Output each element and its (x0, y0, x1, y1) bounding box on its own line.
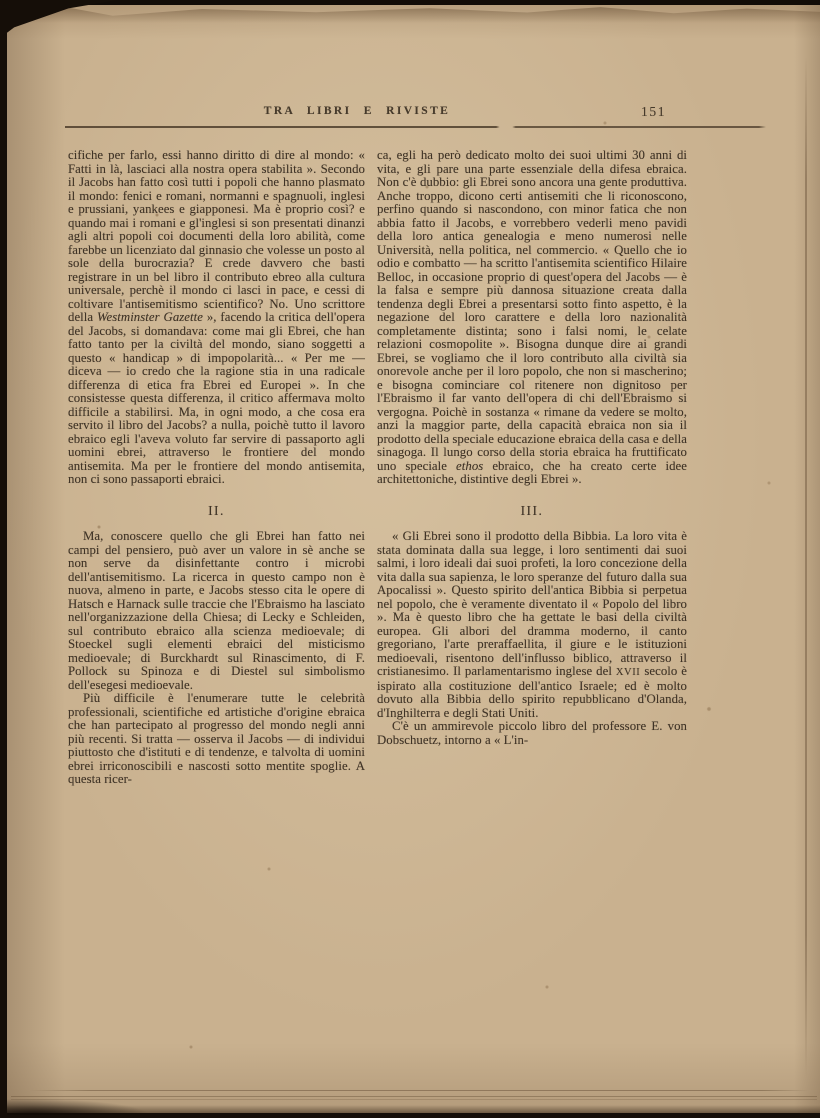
paragraph-text: cifiche per farlo, essi hanno diritto di dire al mondo: « Fatti in là, lasciaci alla nostra opera stabilita ». Secondo il Jacobs han fatto così tutti i popoli che hanno plasmato il mondo: fenici e romani, normanni e spagnuoli, inglesi e prussiani, yankees e giapponesi. Ma è proprio così? e quando mai i romani e gl'inglesi si son presentati dinanzi agli altri popoli coi documenti della loro abilità, come farebbe un licenziato dal ginnasio che volesse un posto al sole della burocrazia? E crede davvero che basti registrare in un bel libro il contributo ebreo alla cultura universale, perchè il mondo ci lasci in pace, e cessi di coltivare l'antisemitismo scientifico? No. Uno scrittore della (68, 148, 365, 324)
century-smallcaps: XVII (615, 667, 641, 678)
paragraph-right-continuation (377, 149, 687, 487)
paper-sheet (7, 5, 820, 1113)
left-column (68, 149, 365, 787)
ethos-italic: ethos (456, 458, 484, 473)
paragraph-right-3: C'è un ammirevole piccolo libro del professore E. von Dobschuetz, intorno a « L'in- (377, 719, 687, 747)
paragraph-left-continuation (68, 149, 365, 487)
paper-deckle-edge (7, 5, 820, 23)
paragraph-left-2: Ma, conoscere quello che gli Ebrei han fatto nei campi del pensiero, può aver un valore in sè anche se non serve da disinfettante contro i microbi dell'antisemitismo. La ricerca in questo campo non è nuova, almeno in parte, e Jacobs stesso cita le opere di Hatsch e Harnack sulle traccie che l'Ebraismo ha lasciato nell'organizzazione della Chiesa; di Lecky e Schleiden, sul contributo ebraico alla scienza medioevale; di Stoeckel sugli elementi ebraici del misticismo medioevale; di Burckhardt sul Rinascimento, di F. Pollock su Spinoza e di Diestel sul simbolismo dell'esegesi medioevale. (68, 529, 365, 692)
paragraph-left-3: Più difficile è l'enumerare tutte le celebrità professionali, scientifiche ed artistiche d'origine ebraica che han partecipato al progresso del mondo negli anni più recenti. Si tratta — osserva il Jacobs — di individui piuttosto che d'istituti e di tendenze, e talvolta di uomini ebrei irriconoscibili e nascosti sotto mentite spoglie. A questa ricer- (68, 691, 365, 786)
running-header-title: TRA LIBRI E RIVISTE (263, 105, 451, 117)
paragraph-text: », facendo la critica dell'opera del Jacobs, si domandava: come mai gli Ebrei, che han fatto tanto per la civiltà del mondo, siano soggetti a questo « handicap » di impopolarità... « Per me — diceva — io credo che la ragione stia in una radicale differenza di etica fra Ebrei ed Europei ». In che consistesse questa differenza, il critico affermava molto difficile a stabilirsi. Ma, in ogni modo, a che cosa era servito il libro del Jacobs? a nulla, poichè tutto il lavoro ebraico egli l'aveva voluto far servire di passaporto agli uomini ebrei, attraverso le frontiere del mondo antisemita. Ma per le frontiere del mondo antisemita, non ci sono passaporti ebraici. (68, 310, 365, 486)
section-heading-ii: II. (208, 502, 225, 518)
paragraph-text: ebraico, che ha creato certe idee architettoniche, distintive degli Ebrei ». (377, 458, 688, 486)
paragraph-right-2 (377, 530, 687, 720)
bottom-left-dark-stain (7, 1099, 147, 1115)
paragraph-text: « Gli Ebrei sono il prodotto della Bibbia. La loro vita è stata dominata dalla sua legge, i loro sentimenti dai suoi salmi, i loro ideali dai suoi profeti, la loro concezione della vita dalla sua sapienza, le loro speranze del futuro dalla sua Apocalissi ». Questo spirito dell'antica Bibbia si perpetua nel popolo, che è veramente diventato il « Popolo del libro ». Ma è questo libro che ha gettate le basi della civiltà europea. Gli albori del dramma moderno, il canto gregoriano, l'arte preraffaellita, il giure e le istituzioni medioevali, risentono dell'influsso biblico, attraverso il cristianesimo. Il parlamentarismo inglese del (377, 529, 687, 678)
page-number: 151 (641, 104, 667, 119)
paragraph-text: ca, egli ha però dedicato molto dei suoi ultimi 30 anni di vita, e gli pare una parte essenziale della difesa ebraica. Non c'è dubbio: gli Ebrei sono ancora una gente produttiva. Anche troppo, dicono certi antisemiti che li riconoscono, perfino quando si nascondono, con minor fatica che non abbia fatto il Jacobs, e vorrebbero vederli meno pavidi della loro antica genealogia e meno numerosi nelle Università, nella politica, nel commercio. « Quello che io odio e combatto — ha scritto l'antisemita scientifico Hilaire Belloc, in occasione proprio di quest'opera del Jacobs — è la falsa e sempre più dannosa situazione creata dalla tendenza degli Ebrei a presentarsi sotto finto aspetto, è la negazione del loro carattere e della loro nazionalità completamente distinta; sono i falsi nomi, le celate relazioni cosmopolite ». Bisogna dunque dire ai grandi Ebrei, se vogliamo che il loro contributo alla civiltà sia onorevole anche per il loro popolo, che non si mascherino; e bisogna cominciare col ritenere non dignitoso per l'Ebraismo il far vanto dell'opera di chi dell'Ebraismo si vergogna. Poichè in sostanza « rimane da vedere se molto, anzi la maggior parte, della capacità ebraica non sia il prodotto della speciale educazione ebraica della casa e della sinagoga. Il lungo corso della storia ebraica ha fruttificato uno speciale (377, 148, 688, 473)
fore-edge-crease (805, 57, 807, 1077)
scanner-top-edge (0, 0, 820, 5)
journal-name-italic: Westminster Gazette (97, 310, 203, 324)
paragraph-text: secolo è ispirato alla costituzione dell'antico Israele; ed è molto dovuto alla Bibbia dello spirito repubblicano d'Olanda, d'Inghilterra e degli Stati Uniti. (377, 664, 687, 720)
header-rule (65, 126, 766, 128)
right-column (377, 149, 687, 747)
bottom-crease-line (29, 1090, 809, 1091)
section-heading-iii: III. (520, 502, 544, 518)
